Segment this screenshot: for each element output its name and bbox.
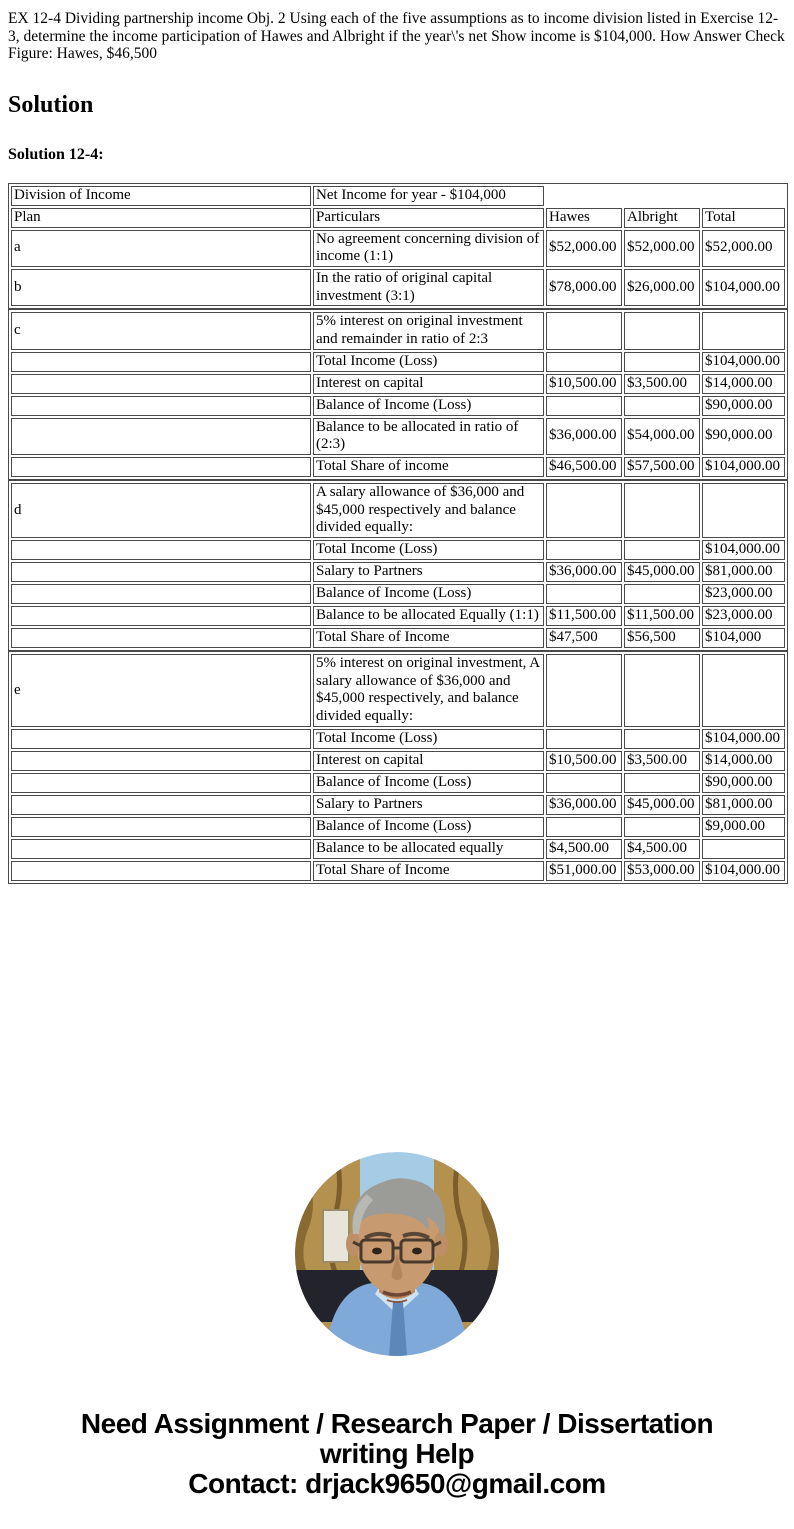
table-row [11,312,785,349]
table-cell: A salary allowance of $36,000 and $45,000 respectively and balance divided equally: [313,483,544,538]
table-row [11,606,785,626]
table-cell [624,817,700,837]
table-cell: $23,000.00 [702,584,785,604]
solution-table-1 [8,309,788,480]
table-row [11,418,785,455]
table-cell: Total Income (Loss) [313,729,544,749]
table-cell [11,628,311,648]
table-cell [11,773,311,793]
table-row [11,562,785,582]
table-cell: Total Share of income [313,457,544,477]
table-cell: Interest on capital [313,374,544,394]
table-cell: $10,500.00 [546,751,622,771]
table-cell: $90,000.00 [702,418,785,455]
table-cell [11,374,311,394]
table-row [11,457,785,477]
table-cell: Salary to Partners [313,562,544,582]
solution-tables [8,183,786,884]
table-cell: $81,000.00 [702,562,785,582]
solution-heading: Solution [8,91,94,118]
instructor-photo [295,1152,499,1356]
photo-section [8,1152,786,1361]
table-cell: e [11,654,311,727]
table-cell: $9,000.00 [702,817,785,837]
table-cell [624,654,700,727]
table-cell: $11,500.00 [546,606,622,626]
table-cell: Balance of Income (Loss) [313,396,544,416]
table-cell [546,773,622,793]
table-cell [11,795,311,815]
table-row [11,208,785,228]
table-cell: 5% interest on original investment, A salary allowance of $36,000 and $45,000 respectively, and balance divided equally: [313,654,544,727]
table-cell: Particulars [313,208,544,228]
table-cell [11,457,311,477]
table-cell: Division of Income [11,186,311,206]
table-row [11,773,785,793]
table-cell [702,839,785,859]
table-row [11,654,785,727]
table-cell [546,729,622,749]
table-cell: 5% interest on original investment and remainder in ratio of 2:3 [313,312,544,349]
table-cell [546,584,622,604]
table-cell: $56,500 [624,628,700,648]
table-cell: Net Income for year - $104,000 [313,186,544,206]
table-row [11,186,785,206]
table-cell: $36,000.00 [546,562,622,582]
table-cell: $57,500.00 [624,457,700,477]
table-cell: $47,500 [546,628,622,648]
table-cell: $11,500.00 [624,606,700,626]
table-row [11,483,785,538]
table-cell [624,584,700,604]
table-cell: $4,500.00 [624,839,700,859]
table-cell: $53,000.00 [624,861,700,881]
table-cell: d [11,483,311,538]
table-cell: Total Share of Income [313,628,544,648]
table-cell: $90,000.00 [702,773,785,793]
table-cell: $104,000.00 [702,352,785,372]
table-cell [546,396,622,416]
table-cell: $78,000.00 [546,269,622,306]
table-cell: $14,000.00 [702,751,785,771]
table-cell: No agreement concerning division of income (1:1) [313,230,544,267]
table-cell: $104,000.00 [702,861,785,881]
table-cell: Balance of Income (Loss) [313,817,544,837]
table-row [11,584,785,604]
table-row [11,628,785,648]
table-cell: $14,000.00 [702,374,785,394]
table-cell: Salary to Partners [313,795,544,815]
table-cell: $10,500.00 [546,374,622,394]
table-cell [624,773,700,793]
table-cell: $45,000.00 [624,562,700,582]
table-row [11,861,785,881]
table-cell [11,817,311,837]
table-cell [11,861,311,881]
promo-banner [8,1409,786,1529]
table-cell: $3,500.00 [624,751,700,771]
table-cell [11,418,311,455]
table-row [11,269,785,306]
table-cell: $52,000.00 [624,230,700,267]
table-cell: $26,000.00 [624,269,700,306]
table-row [11,230,785,267]
banner-contact-email: Contact: drjack9650@gmail.com [188,1467,606,1499]
table-cell: Balance of Income (Loss) [313,584,544,604]
table-cell: Total [702,208,785,228]
table-cell [702,654,785,727]
table-cell [702,312,785,349]
table-cell [11,584,311,604]
table-cell: $104,000.00 [702,269,785,306]
table-row [11,352,785,372]
table-row [11,751,785,771]
table-cell: $54,000.00 [624,418,700,455]
table-cell [624,312,700,349]
solution-subheading: Solution 12-4: [8,145,104,163]
table-cell [11,839,311,859]
table-row [11,795,785,815]
table-cell [546,817,622,837]
table-cell: Balance to be allocated Equally (1:1) [313,606,544,626]
table-cell [546,654,622,727]
solution-table-3 [8,651,788,884]
table-cell [546,483,622,538]
table-cell: $104,000 [702,628,785,648]
table-cell: Total Income (Loss) [313,540,544,560]
table-cell: $104,000.00 [702,540,785,560]
table-cell: a [11,230,311,267]
table-cell: $23,000.00 [702,606,785,626]
table-cell: $52,000.00 [546,230,622,267]
table-cell [11,396,311,416]
table-cell: Balance of Income (Loss) [313,773,544,793]
table-cell [624,483,700,538]
table-cell [11,540,311,560]
table-cell: b [11,269,311,306]
table-cell [546,312,622,349]
table-cell: $104,000.00 [702,457,785,477]
table-cell: $104,000.00 [702,729,785,749]
banner-help-text: Need Assignment / Research Paper / Dissertation writing Help [80,1407,714,1469]
table-cell: Total Income (Loss) [313,352,544,372]
table-cell: $36,000.00 [546,795,622,815]
table-cell: $90,000.00 [702,396,785,416]
table-cell: Hawes [546,208,622,228]
table-cell: $4,500.00 [546,839,622,859]
table-cell: Plan [11,208,311,228]
table-cell: $81,000.00 [702,795,785,815]
table-cell [11,606,311,626]
table-row [11,540,785,560]
table-cell [624,729,700,749]
table-cell: $51,000.00 [546,861,622,881]
table-cell: c [11,312,311,349]
table-cell: Total Share of Income [313,861,544,881]
table-cell: Interest on capital [313,751,544,771]
table-row [11,839,785,859]
table-cell: $36,000.00 [546,418,622,455]
table-row [11,817,785,837]
table-cell [624,540,700,560]
table-cell: In the ratio of original capital investment (3:1) [313,269,544,306]
table-row [11,729,785,749]
table-cell [546,352,622,372]
table-cell: $52,000.00 [702,230,785,267]
table-row [11,396,785,416]
table-cell: Balance to be allocated in ratio of (2:3) [313,418,544,455]
table-cell: Albright [624,208,700,228]
table-cell [624,352,700,372]
table-cell [11,562,311,582]
table-cell [11,352,311,372]
table-cell: $46,500.00 [546,457,622,477]
table-cell [702,483,785,538]
table-cell [11,751,311,771]
table-cell: Balance to be allocated equally [313,839,544,859]
solution-table-0 [8,183,788,310]
instructor-photo-illustration [295,1152,499,1356]
table-cell [11,729,311,749]
table-cell: $45,000.00 [624,795,700,815]
table-cell [546,540,622,560]
solution-table-2 [8,480,788,651]
table-row [11,374,785,394]
table-cell: $3,500.00 [624,374,700,394]
table-cell [624,396,700,416]
question-text: EX 12-4 Dividing partnership income Obj. 2 Using each of the five assumptions as to income division listed in Exercise 12- 3, determine the income participation of Hawes and Albright if the year\'s net Show income is $104,000. How Answer Check Figure: Hawes, $46,500 [8,10,785,62]
